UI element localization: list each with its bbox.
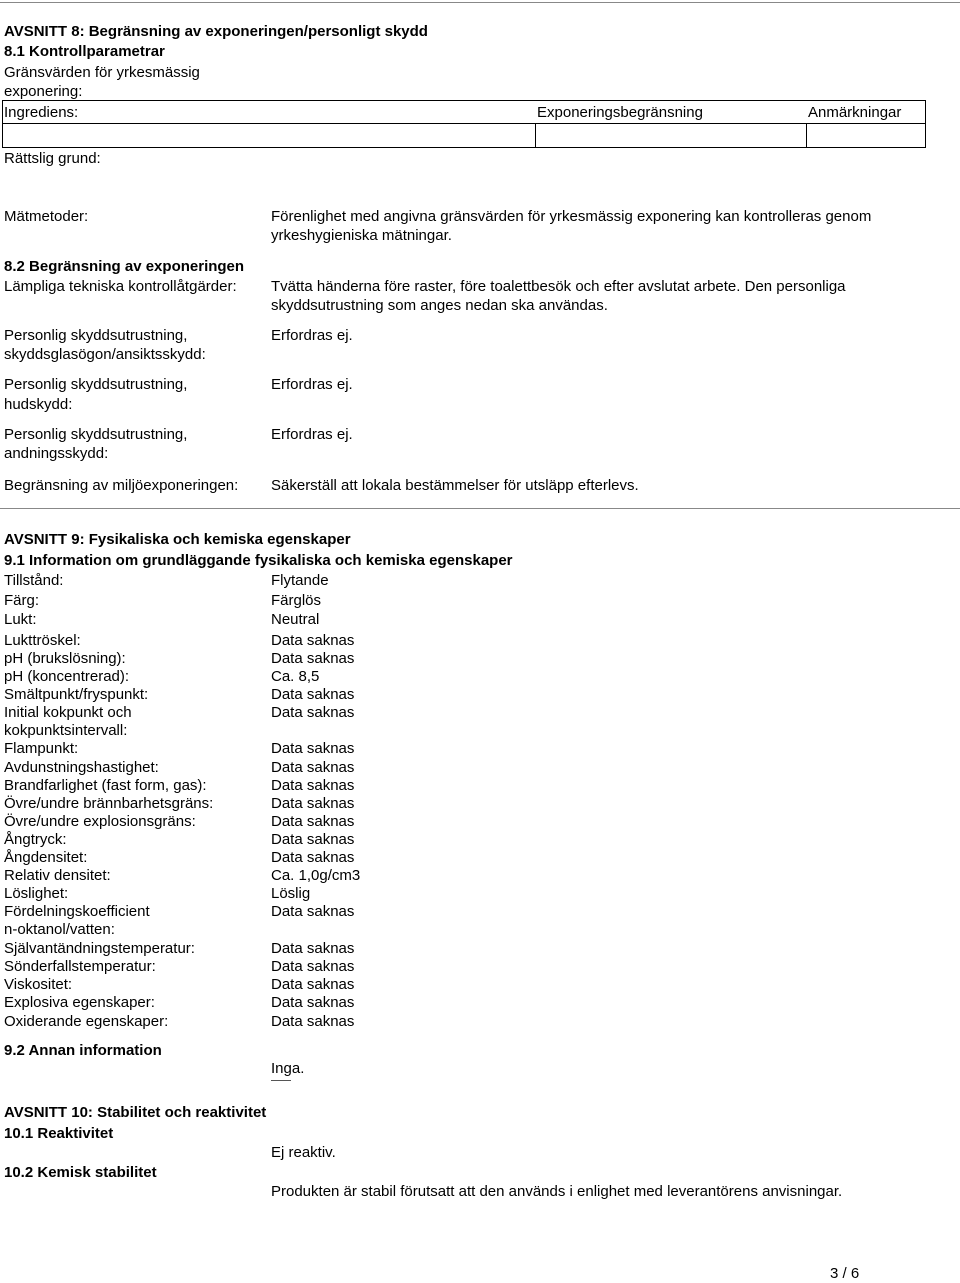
section-10-title: AVSNITT 10: Stabilitet och reaktivitet (4, 1104, 267, 1121)
property-value: Färglös (271, 592, 322, 609)
eye-protection-label-line1: Personlig skyddsutrustning, (4, 327, 188, 344)
respiratory-protection-label-line2: andningsskydd: (4, 445, 109, 462)
table-col-divider-2 (806, 124, 807, 147)
property-label: Relativ densitet: (4, 867, 111, 884)
property-value: Data saknas (271, 632, 355, 649)
property-label: Tillstånd: (4, 572, 64, 589)
reactivity-value: Ej reaktiv. (271, 1144, 336, 1161)
respiratory-protection-value: Erfordras ej. (271, 426, 353, 443)
subsection-8-1-title: 8.1 Kontrollparametrar (4, 43, 165, 60)
property-label: Viskositet: (4, 976, 73, 993)
other-information-value: Inga. (271, 1060, 305, 1077)
property-value: Data saknas (271, 1013, 355, 1030)
section-8-title: AVSNITT 8: Begränsning av exponeringen/personligt skydd (4, 23, 428, 40)
property-label: Övre/undre brännbarhetsgräns: (4, 795, 214, 812)
property-value: Data saknas (271, 976, 355, 993)
property-value: Data saknas (271, 759, 355, 776)
property-label: Övre/undre explosionsgräns: (4, 813, 196, 830)
respiratory-protection-label-line1: Personlig skyddsutrustning, (4, 426, 188, 443)
subsection-10-2-title: 10.2 Kemisk stabilitet (4, 1164, 157, 1181)
section-divider (0, 508, 960, 509)
property-label: Sönderfallstemperatur: (4, 958, 156, 975)
property-value: Data saknas (271, 777, 355, 794)
page-number: 3 / 6 (830, 1265, 860, 1282)
subsection-10-1-title: 10.1 Reaktivitet (4, 1125, 114, 1142)
underline-9-2 (271, 1080, 291, 1081)
property-label-line2: n-oktanol/vatten: (4, 921, 115, 938)
property-label: pH (brukslösning): (4, 650, 126, 667)
property-value: Ca. 8,5 (271, 668, 320, 685)
tech-controls-value-line2: skyddsutrustning som anges nedan ska användas. (271, 297, 608, 314)
property-label: Smältpunkt/fryspunkt: (4, 686, 149, 703)
limits-label-line2: exponering: (4, 83, 83, 100)
property-label: Ångdensitet: (4, 849, 88, 866)
table-header-exposure-limit: Exponeringsbegränsning (537, 104, 703, 121)
property-value: Data saknas (271, 740, 355, 757)
property-label: Färg: (4, 592, 40, 609)
property-label: Initial kokpunkt och (4, 704, 132, 721)
property-label: Explosiva egenskaper: (4, 994, 155, 1011)
table-header-remarks: Anmärkningar (808, 104, 902, 121)
table-col-divider-1 (535, 124, 536, 147)
top-rule (0, 2, 960, 3)
property-label: pH (koncentrerad): (4, 668, 130, 685)
tech-controls-value-line1: Tvätta händerna före raster, före toalettbesök och efter avslutat arbete. Den personliga (271, 278, 846, 295)
legal-basis-label: Rättslig grund: (4, 150, 101, 167)
section-9-title: AVSNITT 9: Fysikaliska och kemiska egenskaper (4, 531, 351, 548)
methods-value-line1: Förenlighet med angivna gränsvärden för yrkesmässig exponering kan kontrolleras genom (271, 208, 872, 225)
chemical-stability-value: Produkten är stabil förutsatt att den används i enlighet med leverantörens anvisningar. (271, 1183, 843, 1200)
tech-controls-label: Lämpliga tekniska kontrollåtgärder: (4, 278, 237, 295)
property-label: Lukttröskel: (4, 632, 81, 649)
property-label: Flampunkt: (4, 740, 79, 757)
property-value: Data saknas (271, 831, 355, 848)
table-row-divider (2, 123, 925, 124)
property-value: Data saknas (271, 795, 355, 812)
subsection-9-1-title: 9.1 Information om grundläggande fysikaliska och kemiska egenskaper (4, 552, 513, 569)
table-border (2, 100, 926, 148)
property-value: Data saknas (271, 940, 355, 957)
limits-label-line1: Gränsvärden för yrkesmässig (4, 64, 200, 81)
property-label: Lukt: (4, 611, 37, 628)
property-value: Data saknas (271, 704, 355, 721)
property-label: Självantändningstemperatur: (4, 940, 195, 957)
property-label: Löslighet: (4, 885, 69, 902)
property-value: Data saknas (271, 650, 355, 667)
property-value: Neutral (271, 611, 320, 628)
property-label-line2: kokpunktsintervall: (4, 722, 128, 739)
property-value: Data saknas (271, 849, 355, 866)
skin-protection-label-line2: hudskydd: (4, 396, 73, 413)
property-value: Löslig (271, 885, 311, 902)
subsection-8-2-title: 8.2 Begränsning av exponeringen (4, 258, 245, 275)
property-label: Ångtryck: (4, 831, 67, 848)
environmental-exposure-value: Säkerställ att lokala bestämmelser för utsläpp efterlevs. (271, 477, 639, 494)
property-value: Data saknas (271, 903, 355, 920)
methods-label: Mätmetoder: (4, 208, 89, 225)
property-value: Data saknas (271, 958, 355, 975)
property-value: Ca. 1,0g/cm3 (271, 867, 361, 884)
property-label: Fördelningskoefficient (4, 903, 150, 920)
property-value: Data saknas (271, 994, 355, 1011)
skin-protection-label-line1: Personlig skyddsutrustning, (4, 376, 188, 393)
subsection-9-2-title: 9.2 Annan information (4, 1042, 162, 1059)
table-header-ingredient: Ingrediens: (4, 104, 79, 121)
property-label: Brandfarlighet (fast form, gas): (4, 777, 207, 794)
methods-value-line2: yrkeshygieniska mätningar. (271, 227, 452, 244)
property-label: Oxiderande egenskaper: (4, 1013, 169, 1030)
property-value: Data saknas (271, 813, 355, 830)
eye-protection-value: Erfordras ej. (271, 327, 353, 344)
eye-protection-label-line2: skyddsglasögon/ansiktsskydd: (4, 346, 206, 363)
skin-protection-value: Erfordras ej. (271, 376, 353, 393)
property-value: Data saknas (271, 686, 355, 703)
property-value: Flytande (271, 572, 329, 589)
property-label: Avdunstningshastighet: (4, 759, 159, 776)
environmental-exposure-label: Begränsning av miljöexponeringen: (4, 477, 239, 494)
